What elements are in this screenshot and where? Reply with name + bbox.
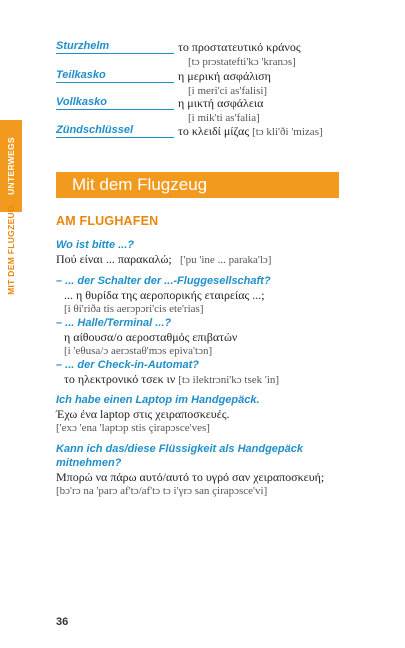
phrase-german: Ich habe einen Laptop im Handgepäck. [56,394,260,406]
vocab-term: Teilkasko [56,69,174,83]
phrase-german: – ... der Check-in-Automat? [56,359,200,371]
phrase-german: Wo ist bitte ...? [56,239,135,251]
sidebar-tab-unterwegs-label: UNTERWEGS [6,137,17,195]
phrase-pronunciation: [tɔ ilektrɔni'kɔ tsek 'in] [178,374,280,386]
phrase-pronunciation: ['pu 'ine ... paraka'lɔ] [180,254,272,266]
phrase-german: – ... der Schalter der ...-Fluggesellschaft? [56,275,271,287]
vocab-term: Zündschlüssel [56,124,174,138]
phrase-greek: Πού είναι ... παρακαλώ; [56,252,172,266]
sidebar-tab-unterwegs [0,120,22,212]
phrase-greek: η αίθουσα/ο αεροσταθμός επιβατών [64,330,238,344]
vocab-translation-text: το κλειδί μίζας [178,124,250,138]
phrase-pronunciation: [i 'eθusa/ɔ aerɔstaθ'mɔs epiva'tɔn] [64,345,213,357]
vocab-translation: η μερική ασφάλιση [178,69,271,83]
vocab-pronunciation: [tɔ prɔstatefti'kɔ 'kranɔs] [188,56,296,68]
subsection-heading: AM FLUGHAFEN [56,214,159,228]
page-number: 36 [56,616,69,628]
phrase-pronunciation: [i θi'riða tis aerɔpɔri'cis ete'rias] [64,303,204,315]
phrase-greek [64,372,279,387]
section-title: Mit dem Flugzeug [72,175,208,194]
phrase-pronunciation: [bɔ'rɔ na 'parɔ af'tɔ/af'tɔ tɔ i'γrɔ san çirapɔsce'vi] [56,485,268,497]
phrase-greek: Έχω ένα laptop στις χειραποσκευές. [56,407,230,421]
vocab-term: Sturzhelm [56,40,174,54]
phrase-german: – ... Halle/Terminal ...? [56,317,172,329]
phrase-german: Kann ich das/diese Flüssigkeit als Handgepäck [56,443,303,455]
phrase-greek-text: το ηλεκτρονικό τσεκ ιν [64,372,176,386]
vocab-translation: το προστατευτικό κράνος [178,40,301,54]
phrase-greek: ... η θυρίδα της αεροπορικής εταιρείας ...; [64,288,265,302]
phrase-german-continued: mitnehmen? [56,457,122,469]
sidebar-tab-mit-dem-flugzeug-label: MIT DEM FLUGZEUG [6,205,17,295]
vocab-translation [178,124,323,139]
phrase-pronunciation: ['exɔ 'ena 'laptɔp stis çirapɔsce'ves] [56,422,210,434]
vocab-term: Vollkasko [56,96,174,110]
vocab-translation: η μικτή ασφάλεια [178,96,264,110]
phrase-greek: Μπορώ να πάρω αυτό/αυτό το υγρό σαν χειραποσκευή; [56,470,325,484]
vocab-pronunciation: [i mik'ti as'falia] [188,112,260,124]
vocab-pronunciation: [tɔ kli'ði 'mizas] [252,126,323,138]
sidebar-tab-mit-dem-flugzeug [0,200,22,300]
vocab-pronunciation: [i meri'ci as'falisi] [188,85,268,97]
